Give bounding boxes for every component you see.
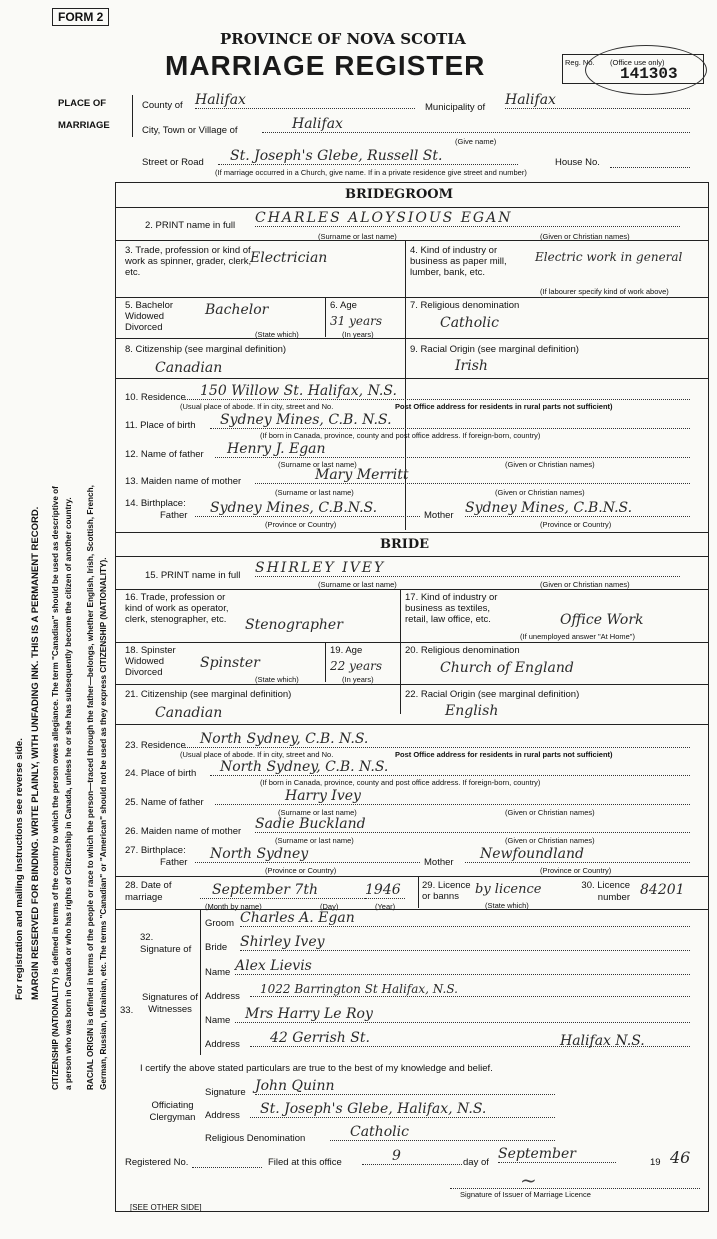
bride-mother-given-note: (Given or Christian names): [505, 836, 595, 845]
f26-label: 26. Maiden name of mother: [125, 826, 242, 837]
bride-state-which: (State which): [255, 675, 299, 684]
margin-instructions: For registration and mailing instructions see reverse side.: [14, 738, 25, 1000]
bride-age: 22 years: [330, 659, 383, 673]
place-label-1: PLACE OF: [58, 98, 107, 109]
licence-state-which: (State which): [485, 901, 529, 910]
filed-year: 46: [670, 1148, 691, 1167]
f27-label: 27. Birthplace:: [125, 845, 186, 856]
groom-father: Henry J. Egan: [215, 441, 690, 458]
bride-prov-note-2: (Province or Country): [540, 866, 612, 875]
county-label: County of: [142, 100, 183, 111]
f21-label: 21. Citizenship (see marginal definition): [125, 689, 292, 700]
see-other-side: [SEE OTHER SIDE]: [130, 1203, 202, 1212]
bride-father-birthplace: North Sydney: [195, 846, 420, 863]
margin-binding-note: MARGIN RESERVED FOR BINDING. WRITE PLAINLY, WITH UNFADING INK. THIS IS A PERMANENT RECORD.: [30, 506, 41, 1000]
f8-label: 8. Citizenship (see marginal definition): [125, 344, 287, 355]
groom-birthplace: Sydney Mines, C.B. N.S.: [210, 412, 690, 429]
unemployed-note: (If unemployed answer "At Home"): [520, 632, 635, 641]
day-of-label: day of: [463, 1157, 489, 1168]
f30-label: 30. Licence number: [581, 880, 630, 903]
officiating-label: Officiating Clergyman: [149, 1100, 196, 1123]
street-value: St. Joseph's Glebe, Russell St.: [218, 148, 518, 165]
f16-label: 16. Trade, profession or kind of work as operator, clerk, stenographer, etc.: [125, 592, 229, 625]
birth-note: (If born in Canada, province, county and post office address. If foreign-born, country): [260, 431, 541, 440]
year-note: (Year): [375, 902, 396, 911]
registered-no-line: [192, 1166, 262, 1168]
bride-mother: Sadie Buckland: [255, 816, 690, 833]
issuer-label: Signature of Issuer of Marriage Licence: [460, 1190, 591, 1199]
house-no-value: [610, 166, 690, 168]
page-title: MARRIAGE REGISTER: [165, 50, 486, 81]
bride-sig-label: Bride: [205, 942, 228, 953]
f7-label: 7. Religious denomination: [410, 300, 520, 311]
f19-label: 19. Age: [330, 645, 363, 656]
issuer-signature: ~: [520, 1168, 537, 1192]
bride-birth-note: (If born in Canada, province, county and post office address. If foreign-born, country): [260, 778, 541, 787]
bride-given-note: (Given or Christian names): [540, 580, 630, 589]
bride-signature: Shirley Ivey: [240, 934, 690, 951]
w1-address-label: Address: [205, 991, 240, 1002]
f11-label: 11. Place of birth: [125, 420, 196, 431]
bride-mother-birth-label: Mother: [424, 857, 454, 868]
clergy-address: St. Joseph's Glebe, Halifax, N.S.: [250, 1101, 555, 1118]
bride-racial: English: [445, 703, 499, 719]
groom-status: Bachelor: [205, 302, 269, 318]
witness-label: Signatures of Witnesses: [142, 992, 198, 1015]
bridegroom-heading: BRIDEGROOM: [345, 187, 453, 202]
form-number: FORM 2: [52, 8, 109, 26]
county-value: Halifax: [195, 92, 415, 109]
bride-residence-note-b: Post Office address for residents in rural parts not sufficient): [395, 750, 613, 759]
margin-racial-def-2: German, Russian, Ukrainian, etc. The terms "Canadian" or "American" should not be used as they express CITIZENSHIP (NATIONALITY).: [99, 557, 108, 1090]
issuer-sig-line: [450, 1187, 700, 1189]
w2-address-label: Address: [205, 1039, 240, 1050]
groom-signature: Charles A. Egan: [240, 910, 690, 927]
father-given-note: (Given or Christian names): [505, 460, 595, 469]
f14-label: 14. Birthplace:: [125, 498, 186, 509]
groom-father-birth-label: Father: [160, 510, 188, 521]
bride-residence: North Sydney, C.B. N.S.: [185, 731, 690, 748]
w1-address: 1022 Barrington St Halifax, N.S.: [250, 982, 690, 997]
bride-citizenship: Canadian: [155, 705, 223, 721]
f25-label: 25. Name of father: [125, 797, 204, 808]
w1-name: Alex Lievis: [235, 958, 690, 975]
bride-trade: Stenographer: [245, 617, 343, 633]
margin-citizenship-def: CITIZENSHIP (NATIONALITY) is defined in terms of the country to which the person owes allegiance. The term "Canadian" should be used as descriptive of: [51, 486, 60, 1090]
groom-residence: 150 Willow St. Halifax, N.S.: [185, 383, 690, 400]
f33-label: 33.: [120, 1005, 134, 1016]
groom-in-years: (In years): [342, 330, 374, 339]
groom-religion: Catholic: [440, 315, 499, 331]
groom-sig-label: Groom: [205, 918, 235, 929]
place-label-2: MARRIAGE: [58, 120, 110, 131]
groom-surname-note: (Surname or last name): [318, 232, 397, 241]
street-label: Street or Road: [142, 157, 204, 168]
bride-in-years: (In years): [342, 675, 374, 684]
groom-prov-note-1: (Province or Country): [265, 520, 337, 529]
filed-month: September: [498, 1146, 616, 1163]
municipality-label: Municipality of: [425, 102, 486, 113]
f18-label: 18. Spinster Widowed Divorced: [125, 645, 176, 678]
f28-label: 28. Date of marriage: [125, 880, 172, 903]
give-name-note: (Give name): [455, 137, 497, 146]
bride-name: SHIRLEY IVEY: [255, 560, 680, 577]
municipality-value: Halifax: [505, 92, 690, 109]
bride-prov-note-1: (Province or Country): [265, 866, 337, 875]
f2-label: 2. PRINT name in full: [145, 220, 236, 231]
groom-age: 31 years: [330, 314, 383, 328]
bride-father-surname-note: (Surname or last name): [278, 808, 357, 817]
bride-status: Spinster: [200, 655, 260, 671]
labourer-note: (If labourer specify kind of work above): [540, 287, 669, 296]
f23-label: 23. Residence: [125, 740, 186, 751]
bride-mother-birthplace: Newfoundland: [465, 846, 690, 863]
bride-father-given-note: (Given or Christian names): [505, 808, 595, 817]
f5-label: 5. Bachelor Widowed Divorced: [125, 300, 174, 333]
w1-name-label: Name: [205, 967, 231, 978]
w2-address-a: 42 Gerrish St.: [250, 1030, 690, 1047]
f20-label: 20. Religious denomination: [405, 645, 520, 656]
f13-label: 13. Maiden name of mother: [125, 476, 242, 487]
w2-name-label: Name: [205, 1015, 231, 1026]
year-prefix: 19: [650, 1157, 661, 1168]
licence-type: by licence: [475, 882, 542, 897]
f15-label: 15. PRINT name in full: [145, 570, 241, 581]
groom-citizenship: Canadian: [155, 360, 223, 376]
margin-racial-def: RACIAL ORIGIN is defined in terms of the people or race to which the person—traced through the father—belongs, whether English, Irish, Scottish, French,: [86, 485, 95, 1090]
clergy-signature: John Quinn: [255, 1078, 555, 1095]
f12-label: 12. Name of father: [125, 449, 204, 460]
f22-label: 22. Racial Origin (see marginal definition): [405, 689, 580, 700]
day-note: (Day): [320, 902, 339, 911]
f32-label: 32. Signature of: [140, 932, 192, 955]
marriage-month-day: September 7th: [200, 882, 365, 899]
bride-mother-surname-note: (Surname or last name): [275, 836, 354, 845]
mother-surname-note: (Surname or last name): [275, 488, 354, 497]
bride-religion: Church of England: [440, 660, 574, 676]
groom-given-note: (Given or Christian names): [540, 232, 630, 241]
groom-mother-birthplace: Sydney Mines, C.B.N.S.: [465, 500, 690, 517]
month-note: (Month by name): [205, 902, 262, 911]
groom-name: CHARLES ALOYSIOUS EGAN: [255, 210, 680, 227]
margin-citizenship-def-2: a person who was born in Canada or who has rights of Citizenship in Canada, unless he or she has subsequently become the citizen of another country.: [64, 497, 73, 1090]
w2-name: Mrs Harry Le Roy: [235, 1006, 690, 1023]
groom-prov-note-2: (Province or Country): [540, 520, 612, 529]
f29-label: 29. Licence or banns: [422, 880, 471, 902]
w2-address-b: Halifax N.S.: [560, 1033, 645, 1049]
f10-label: 10. Residence: [125, 392, 186, 403]
street-note: (If marriage occurred in a Church, give name. If in a private residence give street and number): [215, 168, 527, 177]
residence-note-b: Post Office address for residents in rural parts not sufficient): [395, 402, 613, 411]
bride-industry: Office Work: [560, 612, 644, 628]
f24-label: 24. Place of birth: [125, 768, 197, 779]
province-heading: PROVINCE OF NOVA SCOTIA: [220, 30, 466, 48]
registered-label: Registered No.: [125, 1157, 189, 1168]
groom-father-birthplace: Sydney Mines, C.B.N.S.: [195, 500, 420, 517]
groom-industry: Electric work in general: [535, 250, 683, 264]
f4-label: 4. Kind of industry or business as paper mill, lumber, bank, etc.: [410, 245, 507, 278]
father-surname-note: (Surname or last name): [278, 460, 357, 469]
groom-racial: Irish: [455, 358, 488, 374]
residence-note: (Usual place of abode. If in city, street and No.: [180, 402, 334, 411]
groom-mother: Mary Merritt: [255, 467, 690, 484]
reg-no-label: Reg. No.: [565, 58, 595, 67]
house-no-label: House No.: [555, 157, 600, 168]
city-label: City, Town or Village of: [142, 125, 238, 136]
f6-label: 6. Age: [330, 300, 357, 311]
f3-label: 3. Trade, profession or kind of work as spinner, grader, clerk, etc.: [125, 245, 252, 278]
mother-given-note: (Given or Christian names): [495, 488, 585, 497]
licence-number: 84201: [640, 882, 685, 898]
bride-residence-note: (Usual place of abode. If in city, street and No.: [180, 750, 334, 759]
groom-trade: Electrician: [250, 250, 328, 266]
bride-birthplace: North Sydney, C.B. N.S.: [210, 759, 690, 776]
filed-day: 9: [362, 1148, 462, 1165]
f17-label: 17. Kind of industry or business as textiles, retail, law office, etc.: [405, 592, 498, 625]
groom-mother-birth-label: Mother: [424, 510, 454, 521]
bride-father: Harry Ivey: [215, 788, 690, 805]
f9-label: 9. Racial Origin (see marginal definition): [410, 344, 579, 355]
signature-label: Signature: [205, 1087, 246, 1098]
bride-father-birth-label: Father: [160, 857, 188, 868]
clergy-address-label: Address: [205, 1110, 240, 1121]
groom-state-which: (State which): [255, 330, 299, 339]
certify-statement: I certify the above stated particulars are true to the best of my knowledge and belief.: [140, 1063, 493, 1074]
relig-denom-label: Religious Denomination: [205, 1133, 306, 1144]
clergy-denomination: Catholic: [330, 1124, 555, 1141]
city-value: Halifax: [262, 116, 690, 133]
bride-surname-note: (Surname or last name): [318, 580, 397, 589]
bride-heading: BRIDE: [380, 537, 430, 552]
office-use-label: (Office use only): [610, 58, 665, 67]
filed-label: Filed at this office: [268, 1157, 342, 1168]
reg-no-value: 141303: [620, 65, 678, 83]
marriage-year: 1946: [365, 882, 405, 899]
